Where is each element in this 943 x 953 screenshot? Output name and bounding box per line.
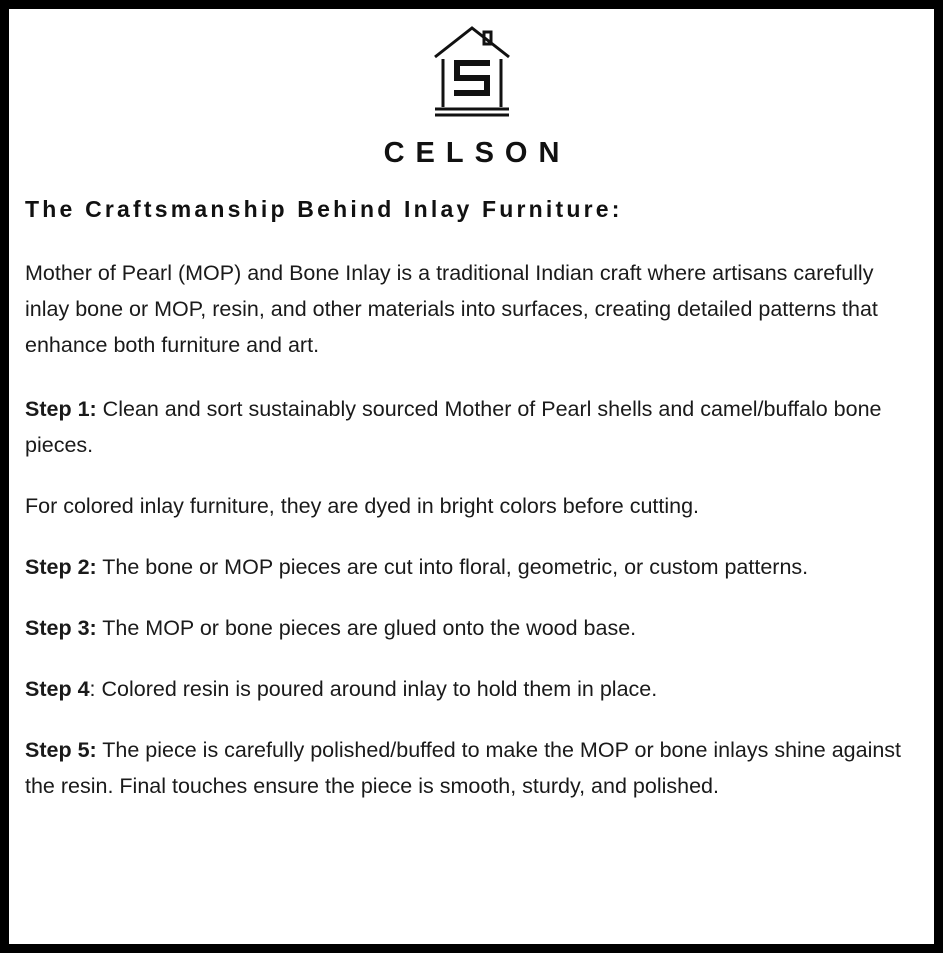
step-label: Step 4 <box>25 677 90 701</box>
brand-header <box>25 19 918 170</box>
paragraph-text: Clean and sort sustainably sourced Mother of Pearl shells and camel/buffalo bone pieces. <box>25 397 882 457</box>
paragraph-step-4 <box>25 671 918 707</box>
paragraph-text: The MOP or bone pieces are glued onto the wood base. <box>96 616 637 640</box>
paragraph-colored-inlay-note <box>25 488 918 524</box>
step-label: Step 5: <box>25 738 97 762</box>
step-label: Step 1: <box>25 397 97 421</box>
paragraph-text: For colored inlay furniture, they are dyed in bright colors before cutting. <box>25 494 700 518</box>
paragraph-step-3 <box>25 610 918 646</box>
paragraph-step-1 <box>25 391 918 463</box>
paragraph-text: The piece is carefully polished/buffed to make the MOP or bone inlays shine against the resin. Final touches ensure the piece is smooth, sturdy, and polished. <box>25 738 902 798</box>
paragraph-text: Mother of Pearl (MOP) and Bone Inlay is a traditional Indian craft where artisans carefully inlay bone or MOP, resin, and other materials into surfaces, creating detailed patterns that enhance both furniture and art. <box>25 261 878 357</box>
step-label: Step 2: <box>25 555 97 579</box>
paragraph-step-5 <box>25 732 918 804</box>
page-title: The Craftsmanship Behind Inlay Furniture: <box>25 196 623 222</box>
paragraph-text: : Colored resin is poured around inlay to hold them in place. <box>89 677 658 701</box>
paragraph-text: The bone or MOP pieces are cut into floral, geometric, or custom patterns. <box>96 555 809 579</box>
paragraph-step-2 <box>25 549 918 585</box>
house-with-letter-s-icon <box>429 23 515 119</box>
body-copy <box>25 233 918 804</box>
brand-name: CELSON <box>383 137 571 169</box>
step-label: Step 3: <box>25 616 97 640</box>
paragraph-intro <box>25 255 918 363</box>
